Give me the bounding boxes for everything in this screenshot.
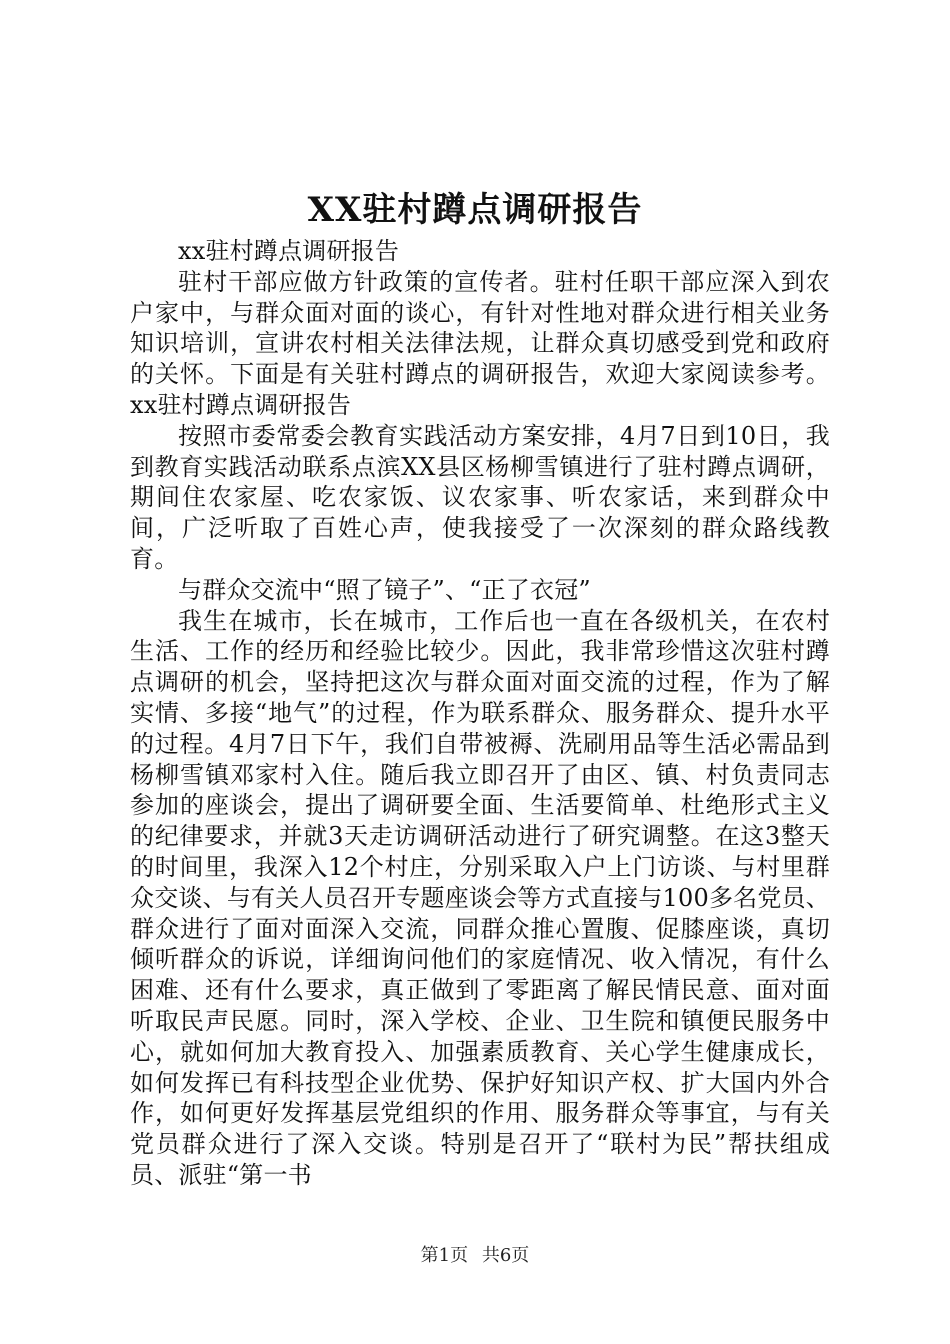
experience-paragraph: 我生在城市，长在城市，工作后也一直在各级机关，在农村生活、工作的经历和经验比较少。因此，我非常珍惜这次驻村蹲点调研的机会，坚持把这次与群众面对面交流的过程，作为了解实情、多接“地气”的过程，作为联系群众、服务群众、提升水平的过程。4月7日下午，我们自带被褥、洗刷用品等生活必需品到杨柳雪镇邓家村入住。随后我立即召开了由区、镇、村负责同志参加的座谈会，提出了调研要全面、生活要简单、杜绝形式主义的纪律要求，并就3天走访调研活动进行了研究调整。在这3整天的时间里，我深入12个村庄，分别采取入户上门访谈、与村里群众交谈、与有关人员召开专题座谈会等方式直接与100多名党员、群众进行了面对面深入交流，同群众推心置腹、促膝座谈，真切倾听群众的诉说，详细询问他们的家庭情况、收入情况，有什么困难、还有什么要求，真正做到了零距离了解民情民意、面对面听取民声民愿。同时，深入学校、企业、卫生院和镇便民服务中心，就如何加大教育投入、加强素质教育、关心学生健康成长，如何发挥已有科技型企业优势、保护好知识产权、扩大国内外合作，如何更好发挥基层党组织的作用、服务群众等事宜，与有关党员群众进行了深入交谈。特别是召开了“联村为民”帮扶组成员、派驻“第一书 (130, 606, 830, 1189)
document-title: XX驻村蹲点调研报告 (307, 190, 643, 230)
subtitle-paragraph: xx驻村蹲点调研报告 (178, 237, 400, 265)
page-footer (0, 1244, 950, 1268)
section-heading: 与群众交流中“照了镜子”、“正了衣冠” (178, 575, 591, 604)
document-body (130, 236, 830, 1191)
page-total: 共6页 (481, 1245, 530, 1266)
intro-paragraph: 驻村干部应做方针政策的宣传者。驻村任职干部应深入到农户家中，与群众面对面的谈心，有针对性地对群众进行相关业务知识培训，宣讲农村相关法律法规，让群众真切感受到党和政府的关怀。下面是有关驻村蹲点的调研报告，欢迎大家阅读参考。xx驻村蹲点调研报告 (130, 267, 830, 419)
page-number: 第1页 (420, 1245, 469, 1266)
schedule-paragraph: 按照市委常委会教育实践活动方案安排，4月7日到10日，我到教育实践活动联系点滨XX县区杨柳雪镇进行了驻村蹲点调研，期间住农家屋、吃农家饭、议农家事、听农家话，来到群众中间，广泛听取了百姓心声，使我接受了一次深刻的群众路线教育。 (130, 421, 830, 573)
